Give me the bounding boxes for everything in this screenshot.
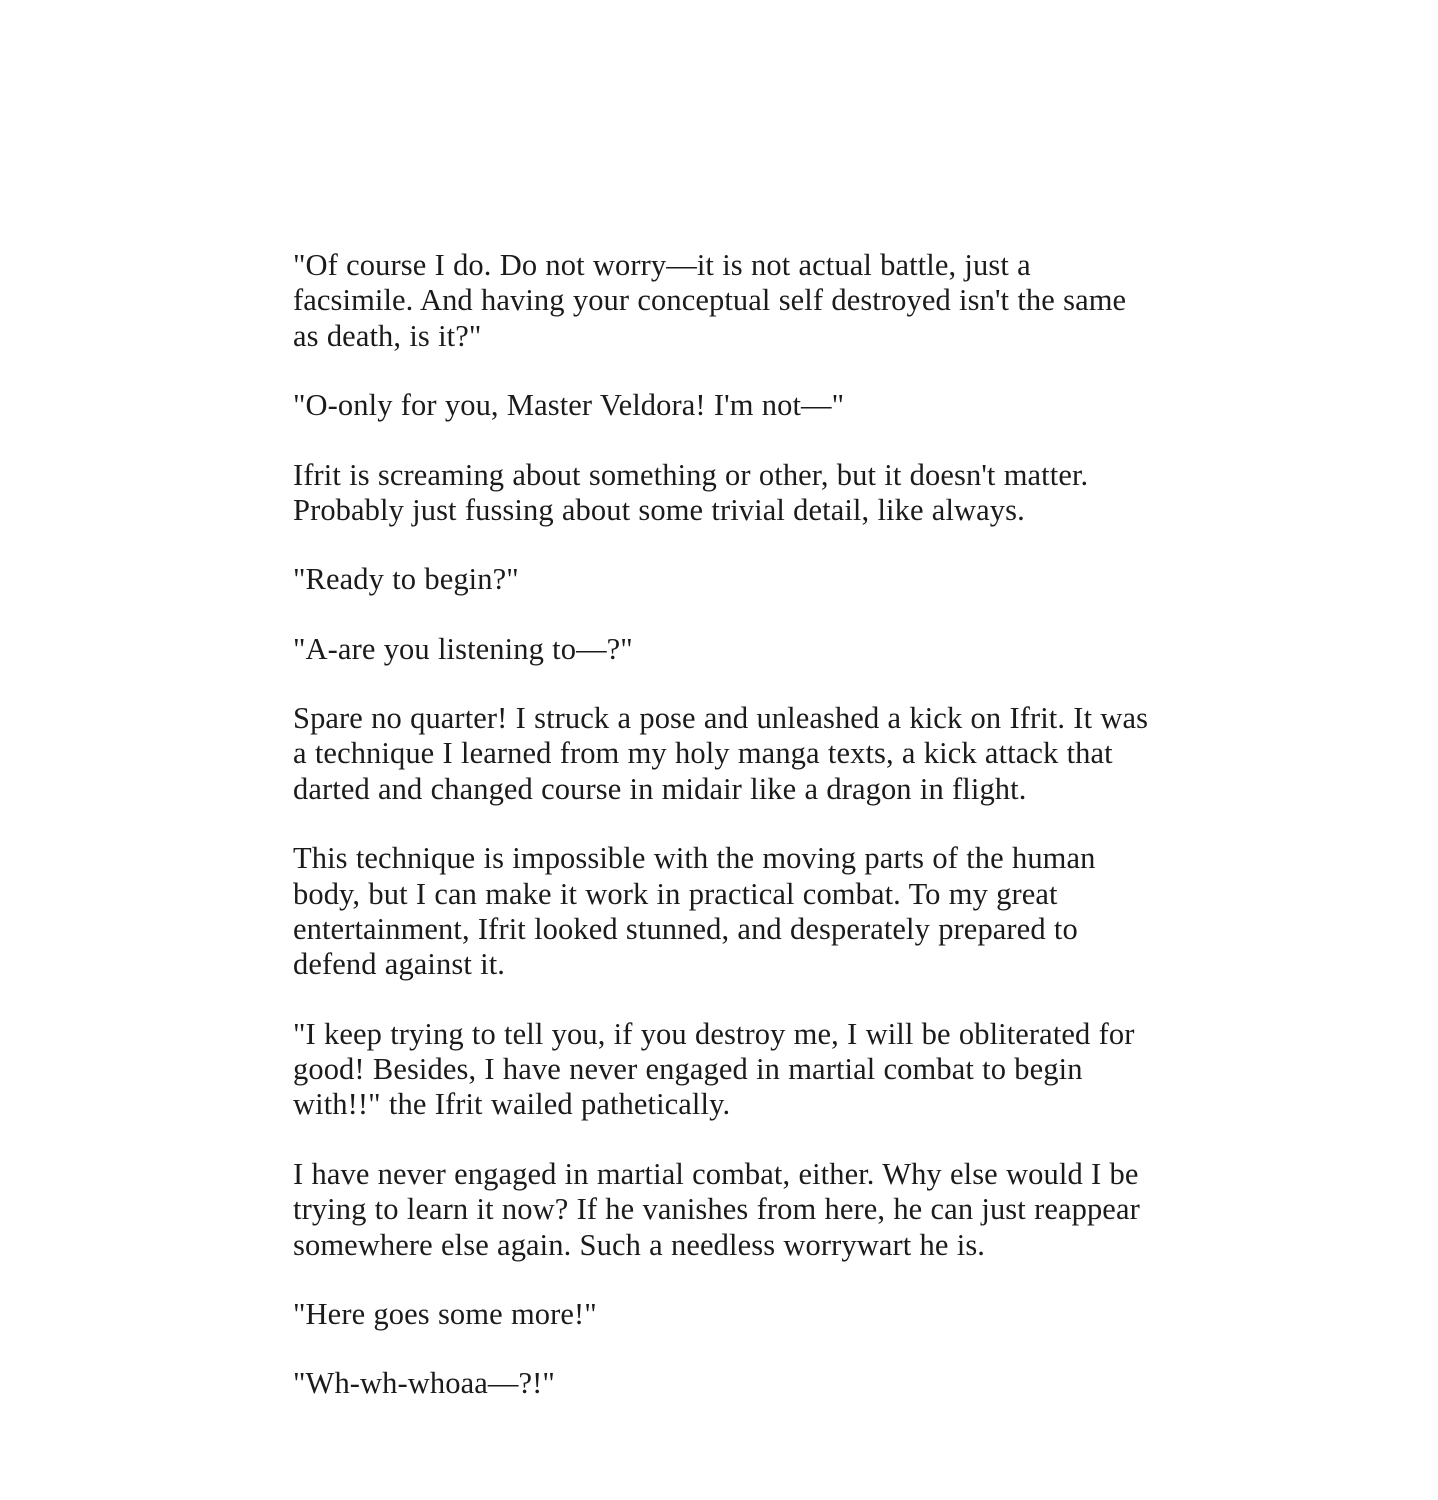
body-text-column — [293, 248, 1153, 1402]
paragraph: "Ready to begin?" — [293, 562, 519, 597]
paragraph: "A-are you listening to—?" — [293, 631, 633, 666]
paragraph: "Here goes some more!" — [293, 1296, 597, 1331]
paragraph: "O-only for you, Master Veldora! I'm not—" — [293, 388, 845, 423]
paragraph: "Of course I do. Do not worry—it is not actual battle, just a facsimile. And having your conceptual self destroyed isn't the same as death, is it?" — [293, 248, 1127, 353]
paragraph: Spare no quarter! I struck a pose and unleashed a kick on Ifrit. It was a technique I learned from my holy manga texts, a kick attack that darted and changed course in midair like a dragon in flight. — [293, 701, 1149, 806]
paragraph: This technique is impossible with the moving parts of the human body, but I can make it work in practical combat. To my great entertainment, Ifrit looked stunned, and desperately prepared to defend against it. — [293, 841, 1096, 982]
paragraph: Ifrit is screaming about something or other, but it doesn't matter. Probably just fussing about some trivial detail, like always. — [293, 457, 1089, 527]
paragraph: "Wh-wh-whoaa—?!" — [293, 1366, 555, 1401]
paragraph: I have never engaged in martial combat, either. Why else would I be trying to learn it now? If he vanishes from here, he can just reappear somewhere else again. Such a needless worrywart he is. — [293, 1156, 1140, 1262]
paragraph: "I keep trying to tell you, if you destroy me, I will be obliterated for good! Besides, I have never engaged in martial combat to begin with!!" the Ifrit wailed pathetically. — [293, 1016, 1135, 1122]
